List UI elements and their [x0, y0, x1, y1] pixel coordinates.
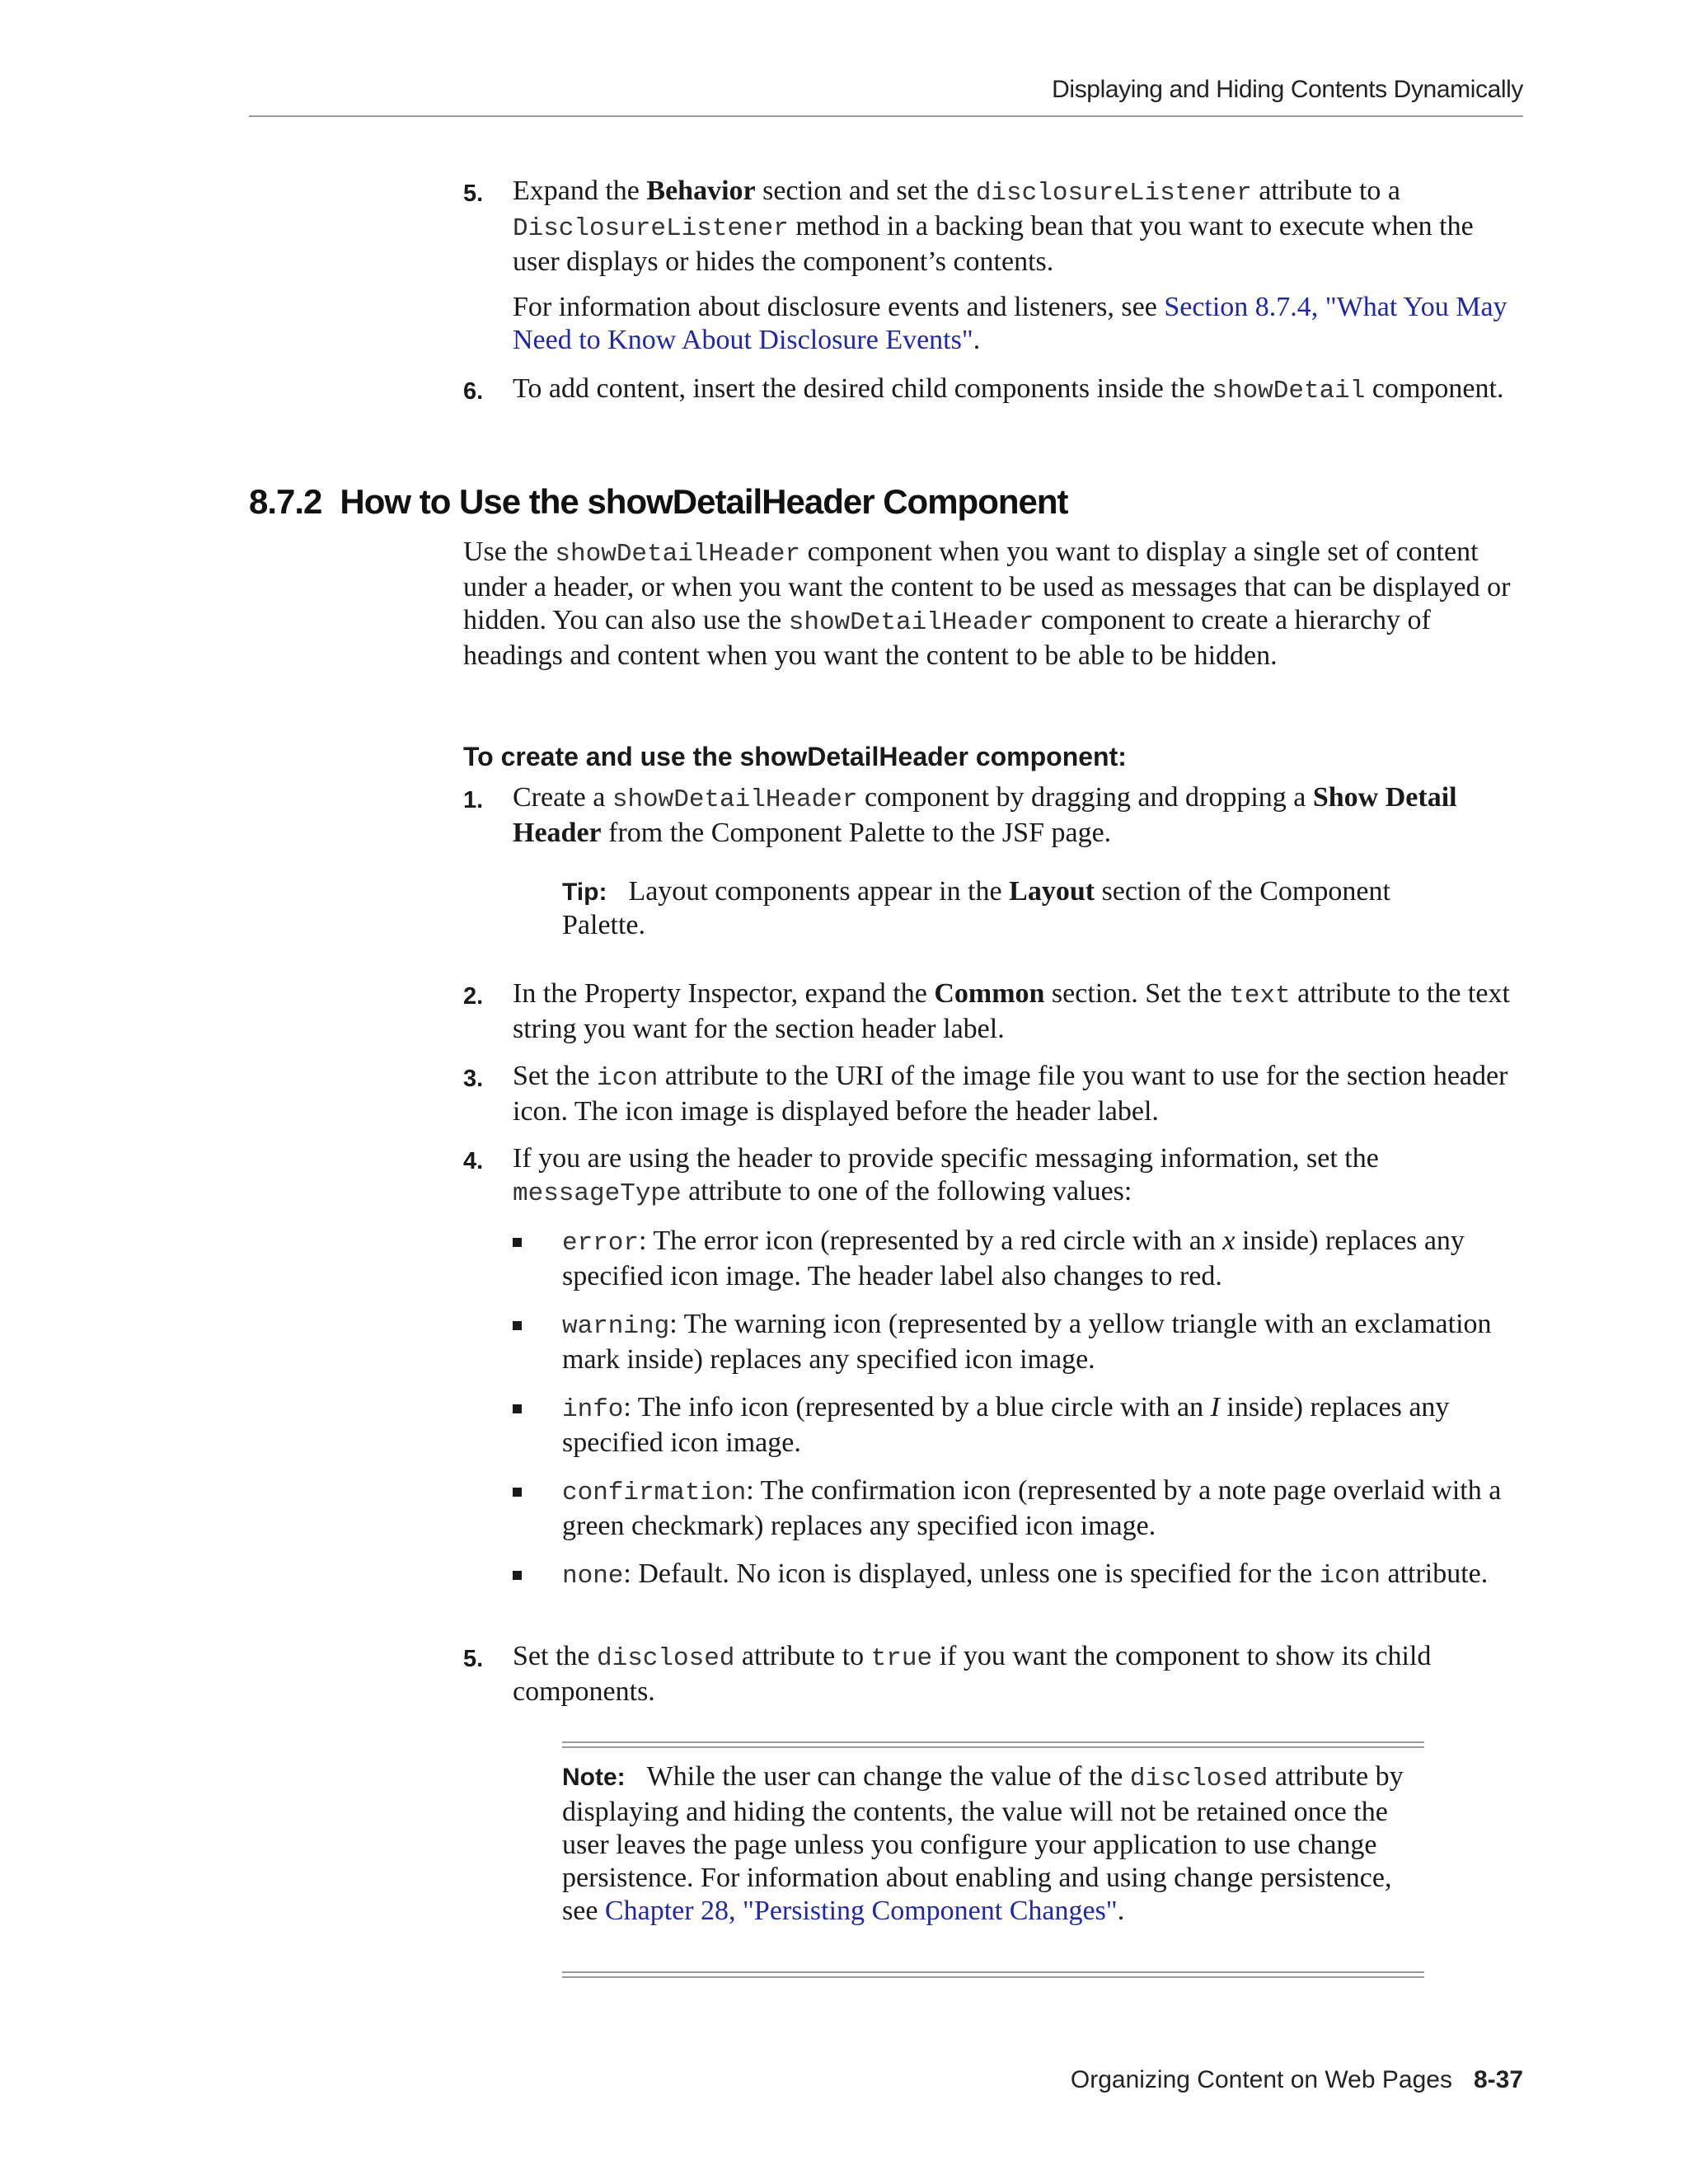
code-text: warning: [562, 1312, 670, 1341]
text: from the Component Palette to the JSF page.: [601, 818, 1112, 848]
code-text: disclosureListener: [975, 179, 1252, 208]
code-text: none: [562, 1562, 624, 1591]
step-number: 4.: [463, 1148, 484, 1174]
text: Use the: [463, 537, 556, 567]
code-text: messageType: [513, 1179, 682, 1208]
step-text: [513, 373, 1523, 408]
bullet-square-icon: [513, 1571, 522, 1580]
text: Create a: [513, 782, 612, 813]
code-text: DisclosureListener: [513, 214, 789, 243]
bold-text: Common: [934, 978, 1045, 1009]
bullet-square-icon: [513, 1488, 522, 1497]
step-text: [513, 977, 1523, 1046]
italic-text: x: [1222, 1226, 1236, 1256]
text: component to create a hierarchy of headings and content when you want the content to be able to be hidden.: [463, 605, 1431, 671]
text: In the Property Inspector, expand the: [513, 978, 935, 1009]
code-text: confirmation: [562, 1479, 747, 1507]
text: component when you want to display a single set of content under a header, or when you want the content to be used as messages that can be displayed or hidden. You can also use the: [463, 537, 1511, 635]
text: : Default. No icon is displayed, unless one is specified for the: [623, 1558, 1320, 1589]
bold-text: Show Detail Header: [513, 782, 1457, 848]
code-text: icon: [596, 1064, 659, 1093]
bullet-square-icon: [513, 1321, 522, 1330]
code-text: showDetailHeader: [612, 785, 858, 814]
intro-paragraph: [463, 536, 1523, 673]
bullet-square-icon: [513, 1404, 522, 1413]
code-text: info: [562, 1395, 624, 1424]
step-number: 3.: [463, 1066, 484, 1092]
text: inside) replaces any specified icon image.: [562, 1392, 1450, 1458]
text: attribute to the text string you want for the section header label.: [513, 978, 1510, 1044]
page-number: 8-37: [1473, 2066, 1523, 2093]
page-footer: [249, 2066, 1523, 2094]
step-number: 6.: [463, 378, 484, 405]
text: Set the: [513, 1641, 597, 1671]
disclosure-info-paragraph: [513, 291, 1523, 357]
italic-text: I: [1210, 1392, 1220, 1422]
text: section and set the: [755, 176, 976, 206]
code-text: showDetailHeader: [788, 608, 1034, 637]
text: attribute to: [734, 1641, 871, 1671]
text: attribute to one of the following values:: [681, 1176, 1132, 1207]
code-text: showDetail: [1212, 377, 1366, 405]
list-item-text: [562, 1558, 1523, 1593]
text: attribute to the URI of the image file you want to use for the section header icon. The icon image is displayed before the header label.: [513, 1061, 1508, 1127]
header-rule: [249, 115, 1523, 117]
text: Layout components appear in the: [628, 876, 1010, 907]
step-text: [513, 175, 1523, 279]
section-number: 8.7.2: [249, 482, 322, 521]
code-text: showDetailHeader: [555, 540, 801, 569]
note-rule-top: [562, 1741, 1424, 1748]
footer-chapter-title: Organizing Content on Web Pages: [1070, 2066, 1452, 2093]
text: component.: [1365, 373, 1504, 404]
bold-text: Layout: [1009, 876, 1095, 907]
code-text: true: [870, 1644, 933, 1673]
text: attribute.: [1380, 1558, 1489, 1589]
note-label: Note:: [562, 1764, 626, 1791]
text: : The info icon (represented by a blue circle with an: [623, 1392, 1211, 1422]
text: attribute by displaying and hiding the contents, the value will not be retained once the user leaves the page unless you configure your application to use change persistence. For information about enabling and using change persistence, see: [562, 1761, 1404, 1926]
text: While the user can change the value of the: [646, 1761, 1130, 1792]
text: : The confirmation icon (represented by a note page overlaid with a green checkmark) replaces any specified icon image.: [562, 1475, 1502, 1541]
step-text: [513, 1060, 1523, 1128]
tip-label: Tip:: [562, 879, 607, 906]
text: inside) replaces any specified icon image. The header label also changes to red.: [562, 1226, 1465, 1291]
text: .: [1117, 1896, 1125, 1926]
running-header: Displaying and Hiding Contents Dynamically: [1052, 76, 1523, 103]
text: attribute to a: [1251, 176, 1401, 206]
step-text: [513, 781, 1523, 850]
text: Expand the: [513, 176, 647, 206]
procedure-title: To create and use the showDetailHeader component:: [463, 742, 1127, 771]
text: To add content, insert the desired child components inside the: [513, 373, 1212, 404]
code-text: disclosed: [1129, 1765, 1268, 1793]
step-number: 5.: [463, 180, 484, 207]
list-item-text: [562, 1308, 1523, 1376]
section-title: How to Use the showDetailHeader Component: [340, 482, 1068, 521]
text: .: [973, 325, 981, 355]
text: section. Set the: [1044, 978, 1230, 1009]
tip-box: [562, 875, 1411, 942]
text: : The error icon (represented by a red circle with an: [639, 1226, 1223, 1256]
text: method in a backing bean that you want to execute when the user displays or hides the component’s contents.: [513, 211, 1474, 277]
step-text: [513, 1142, 1523, 1211]
code-text: error: [562, 1229, 640, 1258]
list-item-text: [562, 1391, 1523, 1460]
note-rule-bottom: [562, 1971, 1424, 1978]
text: if you want the component to show its child components.: [513, 1641, 1432, 1707]
step-number: 1.: [463, 787, 484, 813]
code-text: icon: [1319, 1562, 1381, 1591]
text: For information about disclosure events and listeners, see: [513, 292, 1165, 322]
text: Set the: [513, 1061, 597, 1091]
text: component by dragging and dropping a: [857, 782, 1313, 813]
chapter-link[interactable]: Chapter 28, "Persisting Component Changes": [604, 1896, 1118, 1926]
step-number: 2.: [463, 983, 484, 1010]
text: : The warning icon (represented by a yellow triangle with an exclamation mark inside) replaces any specified icon image.: [562, 1309, 1492, 1375]
section-heading: [249, 482, 1523, 522]
bullet-square-icon: [513, 1238, 522, 1247]
step-number: 5.: [463, 1646, 484, 1672]
text: If you are using the header to provide specific messaging information, set the: [513, 1143, 1379, 1174]
code-text: disclosed: [596, 1644, 735, 1673]
list-item-text: [562, 1225, 1523, 1293]
step-text: [513, 1640, 1523, 1708]
code-text: text: [1229, 982, 1291, 1010]
text: section of the Component Palette.: [562, 876, 1390, 940]
note-box: [562, 1760, 1411, 1928]
section-link[interactable]: Section 8.7.4, "What You May Need to Know About Disclosure Events": [513, 292, 1507, 355]
bold-text: Behavior: [646, 176, 756, 206]
list-item-text: [562, 1474, 1523, 1543]
